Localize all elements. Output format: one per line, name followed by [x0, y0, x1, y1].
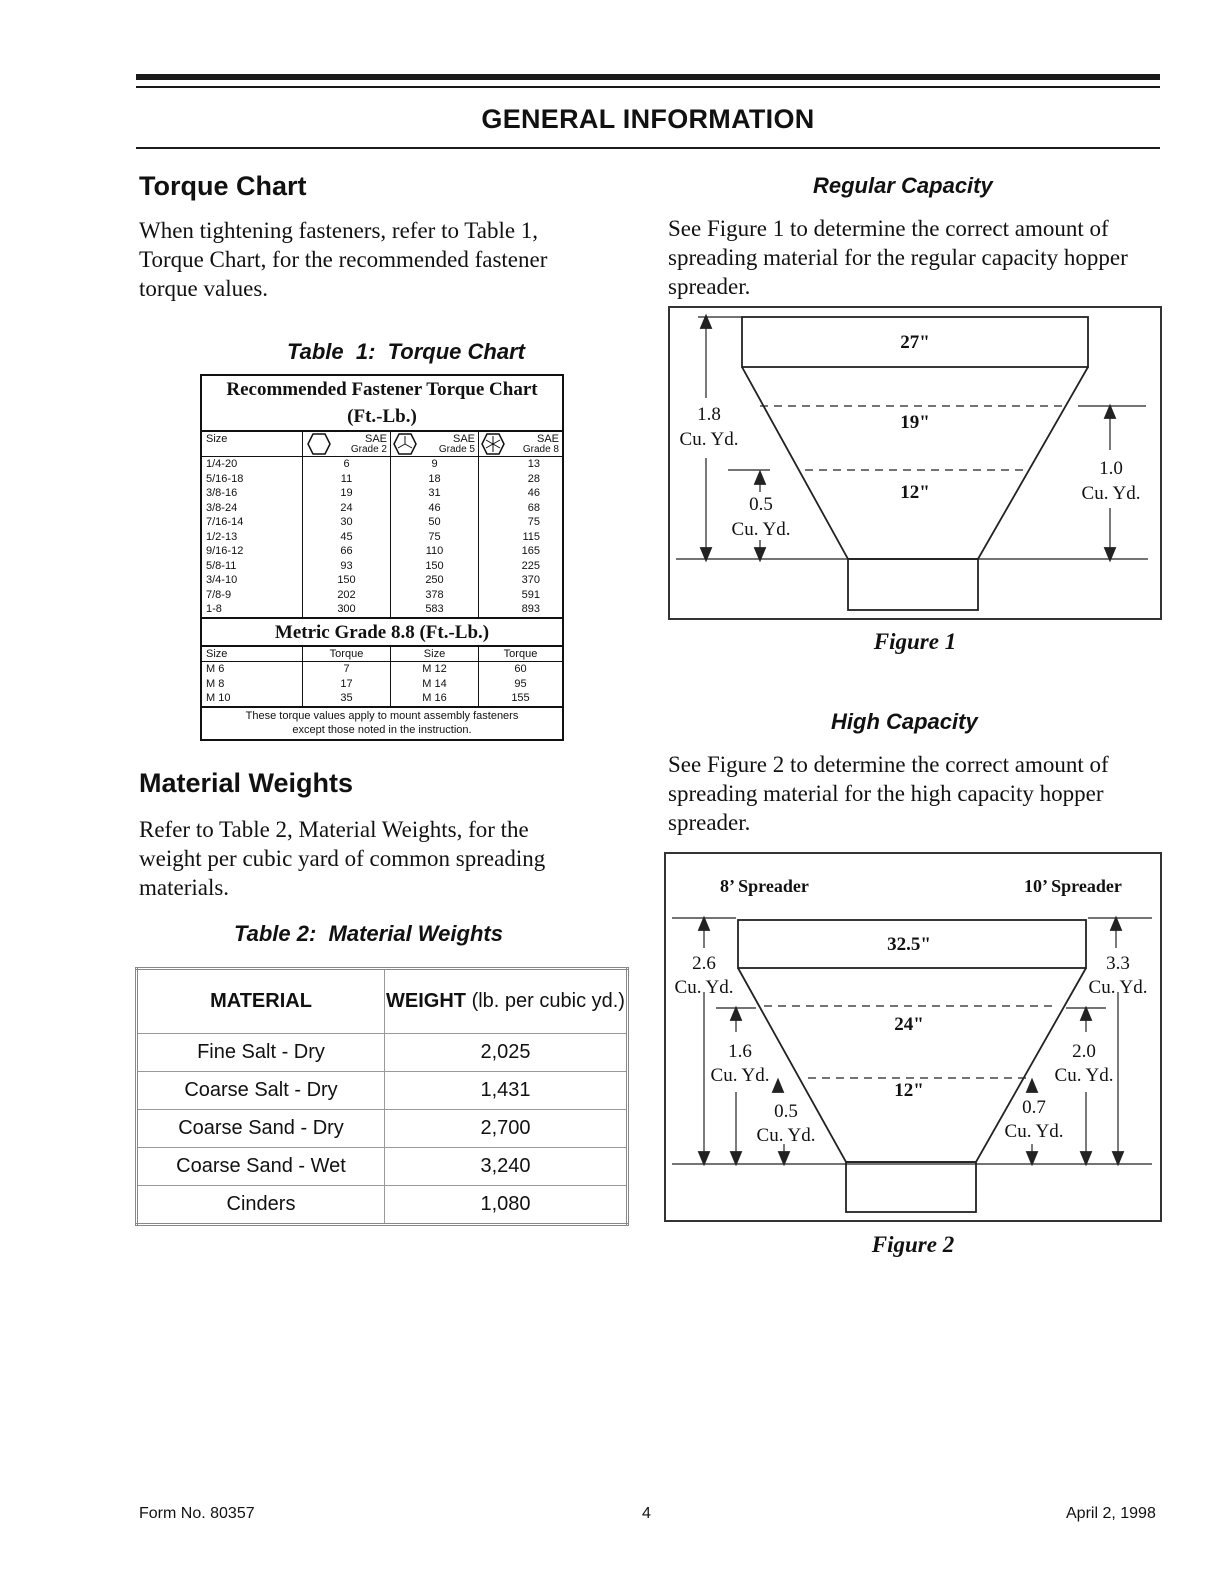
footer-page-number: 4: [642, 1505, 651, 1522]
fig2-right-mid-label: [1046, 1040, 1122, 1088]
table-row: [137, 1110, 628, 1148]
metric-torque-cell: 17: [302, 677, 390, 692]
figure2-svg: [666, 854, 1160, 1220]
grade8-sae: SAE: [536, 433, 559, 445]
torque-size-cell: 3/4-10: [206, 574, 238, 586]
fig2-right-outer-label: [1080, 952, 1156, 1000]
weights-heading: Material Weights: [139, 768, 354, 798]
torque-value-cell: 9: [390, 457, 478, 472]
torque-value-cell: 24: [302, 501, 390, 516]
fig2-r2-num: 2.0: [1072, 1041, 1096, 1062]
fig1-left-big-label: [674, 402, 744, 452]
footer-form-number: Form No. 80357: [139, 1505, 255, 1522]
torque-size-cell: 5/16-18: [206, 472, 244, 485]
torque-size-cell: 3/8-24: [206, 501, 238, 514]
torque-value-cell: 46: [478, 486, 562, 501]
fig2-l3-unit: Cu. Yd.: [756, 1125, 816, 1146]
torque-size-cell: 9/16-12: [206, 545, 244, 557]
fig1-left-big-num: 1.8: [697, 404, 721, 425]
torque-note: [202, 706, 562, 737]
torque-size-cell: 7/16-14: [206, 516, 244, 528]
fig1-dim-bottom: 12": [900, 482, 930, 503]
torque-value-cell: 50: [390, 515, 478, 530]
table-row: [137, 1072, 628, 1110]
fig2-right-inner-label: [998, 1096, 1070, 1144]
weights-body: Refer to Table 2, Material Weights, for the weight per cubic yard of common spreading materials.: [139, 817, 546, 900]
grade2-bolt-icon: [306, 432, 332, 456]
fig2-r1-num: 3.3: [1106, 953, 1130, 974]
torque-value-cell: 202: [302, 588, 390, 603]
torque-value-cell: 45: [302, 530, 390, 545]
figure2-diagram: [664, 852, 1162, 1222]
table-row: [137, 1186, 628, 1225]
metric-size-cell: M 14: [390, 677, 478, 692]
torque-value-cell: 66: [302, 544, 390, 559]
weight-header: [385, 969, 628, 1034]
torque-value-cell: 583: [390, 602, 478, 617]
metric-header-torque2: Torque: [478, 647, 562, 663]
footer-date: April 2, 1998: [1066, 1505, 1156, 1522]
torque-value-cell: 31: [390, 486, 478, 501]
weight-header-bold: WEIGHT: [386, 990, 467, 1012]
metric-header-size: Size: [202, 647, 302, 663]
fig1-dim-top: 27": [900, 332, 930, 353]
fig2-dim-bottom: 12": [894, 1080, 924, 1101]
torque-value-cell: 93: [302, 559, 390, 574]
fig2-dim-top: 32.5": [887, 934, 931, 955]
metric-torque-cell: 35: [302, 691, 390, 706]
torque-value-cell: 150: [302, 573, 390, 588]
torque-value-cell: 225: [478, 559, 562, 574]
material-name-cell: Coarse Salt - Dry: [137, 1072, 385, 1110]
material-name-cell: Coarse Sand - Dry: [137, 1110, 385, 1148]
torque-value-cell: 11: [302, 472, 390, 487]
torque-size-cell: 1/4-20: [206, 458, 238, 470]
fig1-left-small-num: 0.5: [749, 494, 773, 515]
material-weight-cell: 2,700: [385, 1110, 628, 1148]
table-row: [137, 1034, 628, 1072]
fig1-right-label: [1076, 456, 1146, 506]
fig2-l2-unit: Cu. Yd.: [710, 1065, 770, 1086]
table-row: [137, 1148, 628, 1186]
fig1-left-small-unit: Cu. Yd.: [731, 519, 791, 540]
fig2-r2-unit: Cu. Yd.: [1054, 1065, 1114, 1086]
torque-value-cell: 150: [390, 559, 478, 574]
torque-size-cell: 1-8: [206, 603, 222, 615]
high-heading: High Capacity: [831, 709, 978, 734]
figure1-caption: Figure 1: [873, 629, 957, 654]
fig2-left-outer-label: [668, 952, 740, 1000]
fig2-r3-unit: Cu. Yd.: [1004, 1121, 1064, 1142]
header-rule-thick: [136, 74, 1160, 80]
grade8-bolt-icon: [480, 432, 506, 456]
metric-size-cell: M 8: [206, 677, 225, 690]
fig1-left-big-unit: Cu. Yd.: [679, 429, 739, 450]
torque-value-cell: 115: [478, 530, 562, 545]
torque-table-unit: (Ft.-Lb.): [347, 406, 417, 427]
fig2-dim-mid: 24": [894, 1014, 924, 1035]
fig2-left-mid-label: [704, 1040, 776, 1088]
torque-body: When tightening fasteners, refer to Table 1, Torque Chart, for the recommended fastener torque values.: [139, 218, 548, 301]
torque-size-cell: 3/8-16: [206, 487, 238, 499]
metric-size-cell: M 12: [390, 662, 478, 677]
torque-note-line1: These torque values apply to mount assembly fasteners: [245, 709, 519, 722]
grade2-label: Grade 2: [350, 444, 387, 455]
torque-value-cell: 6: [302, 457, 390, 472]
grade5-bolt-icon: [392, 432, 418, 456]
torque-value-cell: 18: [390, 472, 478, 487]
grade5-header: [390, 432, 478, 457]
torque-table-title: [202, 376, 562, 432]
torque-value-cell: 250: [390, 573, 478, 588]
torque-value-cell: 46: [390, 501, 478, 516]
metric-title: Metric Grade 8.8 (Ft.-Lb.): [202, 617, 562, 647]
torque-value-cell: 893: [478, 602, 562, 617]
torque-value-cell: 75: [390, 530, 478, 545]
torque-grid: [202, 432, 562, 617]
grade5-label: Grade 5: [438, 444, 475, 455]
metric-grid: [202, 647, 562, 706]
torque-table-title-text: Recommended Fastener Torque Chart: [226, 379, 538, 400]
grade2-header: [302, 432, 390, 457]
torque-value-cell: 30: [302, 515, 390, 530]
torque-note-line2: except those noted in the instruction.: [292, 723, 472, 736]
metric-header-torque: Torque: [302, 647, 390, 663]
table2-caption: Table 2: Material Weights: [234, 921, 503, 946]
figure1-diagram: [668, 306, 1162, 620]
fig2-l1-unit: Cu. Yd.: [674, 977, 734, 998]
header-rule: [136, 86, 1160, 88]
torque-table: [200, 374, 564, 741]
metric-size-cell: M 16: [390, 691, 478, 706]
torque-value-cell: 13: [478, 457, 562, 472]
torque-value-cell: 300: [302, 602, 390, 617]
table1-caption: Table 1: Torque Chart: [287, 339, 525, 364]
torque-value-cell: 370: [478, 573, 562, 588]
fig2-l3-num: 0.5: [774, 1101, 798, 1122]
fig1-dim-mid: 19": [900, 412, 930, 433]
fig1-right-num: 1.0: [1099, 458, 1123, 479]
page-title: GENERAL INFORMATION: [481, 104, 815, 134]
material-weight-cell: 1,080: [385, 1186, 628, 1225]
torque-value-cell: 19: [302, 486, 390, 501]
torque-value-cell: 28: [478, 472, 562, 487]
fig1-right-unit: Cu. Yd.: [1081, 483, 1141, 504]
grade8-header: [478, 432, 562, 457]
torque-value-cell: 378: [390, 588, 478, 603]
torque-size-cell: 7/8-9: [206, 588, 232, 601]
torque-value-cell: 165: [478, 544, 562, 559]
material-name-cell: Coarse Sand - Wet: [137, 1148, 385, 1186]
col-size-header: Size: [202, 432, 302, 457]
figure2-caption: Figure 2: [871, 1232, 955, 1257]
fig2-r1-unit: Cu. Yd.: [1088, 977, 1148, 998]
label-10ft-spreader: 10’ Spreader: [1024, 876, 1122, 896]
material-weight-cell: 1,431: [385, 1072, 628, 1110]
fig2-l2-num: 1.6: [728, 1041, 752, 1062]
torque-heading: Torque Chart: [139, 171, 307, 201]
metric-torque-cell: 60: [478, 662, 562, 677]
metric-torque-cell: 155: [478, 691, 562, 706]
material-header: MATERIAL: [137, 969, 385, 1034]
metric-header-size2: Size: [390, 647, 478, 663]
torque-size-cell: 1/2-13: [206, 530, 238, 543]
header-divider: [136, 147, 1160, 149]
regular-heading: Regular Capacity: [813, 173, 993, 198]
material-name-cell: Cinders: [137, 1186, 385, 1225]
torque-size-cell: 5/8-11: [206, 559, 237, 572]
label-8ft-spreader: 8’ Spreader: [720, 876, 809, 896]
material-weight-cell: 2,025: [385, 1034, 628, 1072]
torque-value-cell: 68: [478, 501, 562, 516]
fig2-l1-num: 2.6: [692, 953, 716, 974]
material-name-cell: Fine Salt - Dry: [137, 1034, 385, 1072]
grade5-sae: SAE: [452, 433, 475, 445]
metric-size-cell: M 10: [206, 692, 231, 704]
grade8-label: Grade 8: [522, 444, 559, 455]
fig2-r3-num: 0.7: [1022, 1097, 1046, 1118]
metric-torque-cell: 7: [302, 662, 390, 677]
material-weight-cell: 3,240: [385, 1148, 628, 1186]
regular-body: See Figure 1 to determine the correct amount of spreading material for the regular capacity hopper spreader.: [668, 216, 1128, 299]
fig1-left-small-label: [726, 492, 796, 542]
high-body: See Figure 2 to determine the correct amount of spreading material for the high capacity hopper spreader.: [668, 752, 1109, 835]
metric-size-cell: M 6: [206, 663, 225, 675]
grade2-sae: SAE: [364, 433, 387, 445]
weight-header-unit: (lb. per cubic yd.): [466, 990, 625, 1012]
fig2-left-inner-label: [750, 1100, 822, 1148]
torque-value-cell: 591: [478, 588, 562, 603]
material-weights-table: [135, 967, 629, 1226]
torque-value-cell: 110: [390, 544, 478, 559]
torque-value-cell: 75: [478, 515, 562, 530]
metric-torque-cell: 95: [478, 677, 562, 692]
